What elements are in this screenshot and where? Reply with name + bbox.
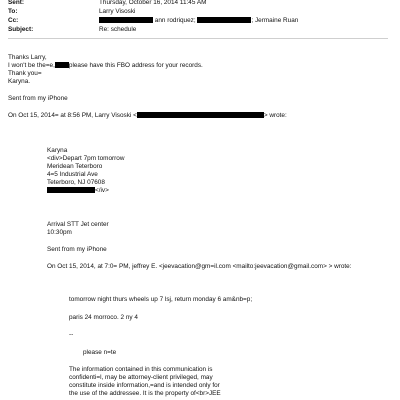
cc-row — [8, 17, 388, 25]
quoted-div-close-text: </iv> — [95, 187, 109, 194]
quoted2-line: paris 24 morroco. 2 ny 4 — [69, 314, 138, 321]
reply-greeting: Thanks Larry, — [8, 54, 47, 61]
disclaimer-line: The information contained in this communication is — [69, 366, 213, 373]
header-divider — [8, 38, 388, 39]
reply-line — [8, 62, 203, 70]
quoted-arrival-time: 10:30pm — [47, 229, 72, 236]
to-label: To: — [8, 8, 18, 15]
quoted-arrival: Arrival STT Jet center — [47, 221, 109, 228]
cc-value — [99, 17, 298, 25]
quoted-city: Teterboro, NJ 07608 — [47, 179, 105, 186]
reply-thanks: Thank you= — [8, 70, 42, 77]
reply-name: Karyna. — [8, 78, 31, 85]
redaction-box — [197, 17, 251, 23]
quoted-name: Karyna — [47, 147, 68, 154]
to-row — [8, 8, 388, 16]
quoted2-line: tomorrow night thurs wheels up 7 lsj, return monday 6 am&nb=p; — [69, 296, 253, 303]
disclaimer-line: the use of the addressee. It is the property of<br>JEE — [69, 390, 221, 397]
quote-header — [8, 112, 287, 120]
sent-value: Thursday, October 16, 2014 11:45 AM — [99, 0, 207, 6]
cc-label: Cc: — [8, 17, 19, 24]
redaction-box — [47, 187, 95, 193]
quote-header-end: > wrote: — [263, 112, 287, 119]
subject-label: Subject: — [8, 26, 34, 33]
redaction-box — [137, 112, 264, 118]
quoted-header-2: On Oct 15, 2014, at 7:0= PM, jeffrey E. <jeevacation@gm=il.com <mailto:jeevacation@gmail.com> > wrote: — [47, 263, 352, 270]
cc-name-1: ann rodriquez; — [154, 17, 196, 24]
quoted-fbo: Meridean Teterboro — [47, 163, 103, 170]
reply-line-end: please have this FBO address for your records. — [68, 62, 203, 69]
cc-name-2: ; Jermaine Ruan — [251, 17, 299, 24]
subject-value: Re: schedule — [99, 26, 137, 33]
quoted2-note: please n=te — [83, 349, 117, 356]
quote-header-start: On Oct 15, 2014= at 8:56 PM, Larry Visoski < — [8, 112, 137, 119]
quoted2-ellipsis: -- — [69, 331, 74, 338]
to-value: Larry Visoski — [99, 8, 136, 15]
quoted-street: 4=5 Industrial Ave — [47, 171, 98, 178]
reply-signature: Sent from my iPhone — [8, 95, 68, 102]
reply-line-start: I won't be the=e, — [8, 62, 55, 69]
sent-label: Sent: — [8, 0, 24, 6]
subject-row — [8, 26, 388, 34]
quoted-depart: <div>Depart 7pm tomorrow — [47, 155, 125, 162]
quoted-div-close — [47, 187, 109, 195]
redaction-box — [55, 62, 69, 68]
sent-row — [8, 0, 388, 7]
disclaimer-line: confidenti=l, may be attorney-client privileged, may — [69, 374, 213, 381]
redaction-box — [99, 17, 153, 23]
quoted-signature: Sent from my iPhone — [47, 246, 107, 253]
disclaimer-line: constitute inside information,=and is intended only for — [69, 382, 220, 389]
